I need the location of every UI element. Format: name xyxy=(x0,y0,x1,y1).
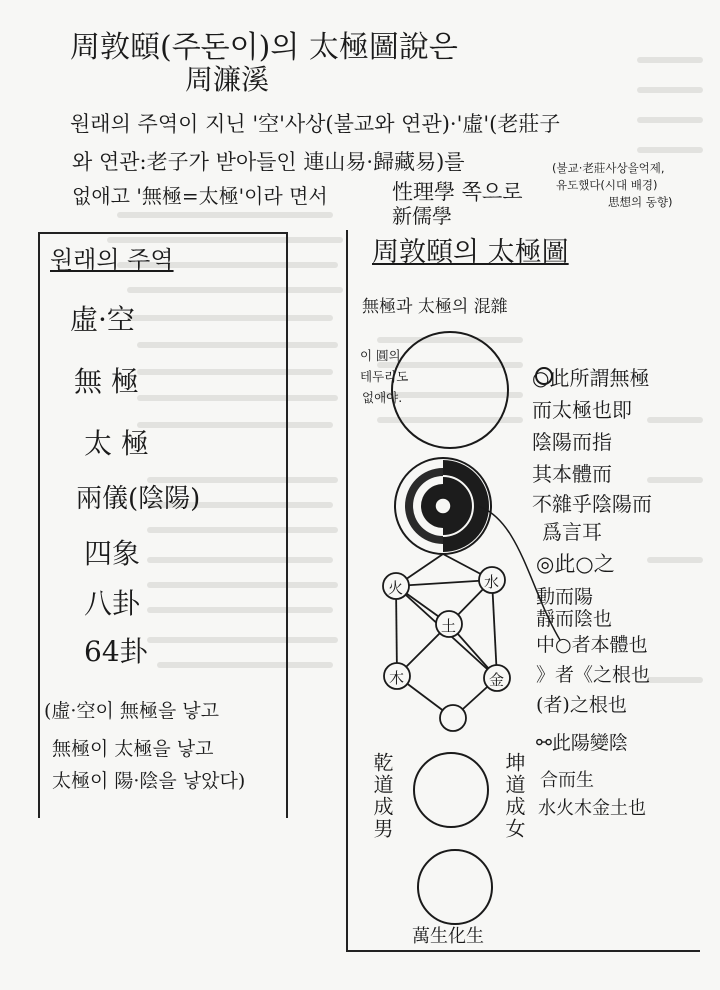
intro-line-2: 와 연관:老子가 받아들인 連山易·歸藏易)를 xyxy=(72,150,465,174)
qian-dao-label: 乾道成男 xyxy=(370,752,394,840)
explanation-line: 》者《之根也 xyxy=(536,664,651,686)
myriad-things-circle xyxy=(418,850,492,924)
bottom-label: 萬生化生 xyxy=(412,926,484,947)
cosmology-item: 八卦 xyxy=(84,587,141,620)
explanation-line: 不雜乎陰陽而 xyxy=(532,492,652,516)
explanation-line: ◎此○之 xyxy=(536,552,615,576)
intro-line-3a: 없애고 '無極=太極'이라 면서 xyxy=(72,184,328,208)
intro-line-4: 新儒學 xyxy=(392,204,452,228)
right-panel-subheading: 無極과 太極의 混雜 xyxy=(362,297,508,317)
wood-element-label: 木 xyxy=(389,669,405,687)
circle-note-3: 없애야. xyxy=(362,390,403,405)
explanation-line: 動而陽 xyxy=(536,586,594,608)
explanation-line: 陰陽而指 xyxy=(532,430,612,454)
kun-dao-label: 坤道成女 xyxy=(502,752,526,840)
explanation-line: 而太極也即 xyxy=(532,398,632,422)
cosmology-item: 太 極 xyxy=(84,427,149,460)
circle-note-2: 테두리도 xyxy=(360,369,409,384)
side-note-3: 思想의 동향) xyxy=(608,195,673,209)
right-panel-heading: 周敦頤의 太極圖 xyxy=(372,237,569,268)
explanation-line: 靜而陰也 xyxy=(536,608,613,630)
page-subtitle: 周濂溪 xyxy=(185,63,270,96)
side-note-2: 유도했다(시대 배경) xyxy=(556,178,658,192)
water-element-label: 水 xyxy=(484,573,500,591)
yin-yang-circle xyxy=(395,458,491,554)
side-note-1: (불교·老莊사상을억제, xyxy=(552,161,665,175)
cosmology-item: 虛·空 xyxy=(70,303,135,336)
intro-line-3b: 性理學 쪽으로 xyxy=(392,180,523,204)
cosmology-item: 四象 xyxy=(84,537,141,570)
cosmology-item: 兩儀(陰陽) xyxy=(76,484,201,514)
metal-element-label: 金 xyxy=(489,671,505,689)
explanation-line: 水火木金土也 xyxy=(538,798,646,819)
fire-element-label: 火 xyxy=(388,579,404,597)
wuji-circle xyxy=(392,332,508,448)
qian-kun-circle xyxy=(414,753,488,827)
earth-element-label: 土 xyxy=(441,617,457,635)
cosmology-item: 無 極 xyxy=(74,365,139,398)
explanation-line: 其本體而 xyxy=(532,462,612,486)
circle-note-1: 이 圓의 xyxy=(360,348,401,363)
page-title: 周敦頤(주돈이)의 太極圖說은 xyxy=(70,30,458,65)
left-note-line-3: 太極이 陽·陰을 낳았다) xyxy=(52,770,246,792)
explanation-line: ⚯此陽變陰 xyxy=(536,732,628,754)
left-note-line-2: 無極이 太極을 낳고 xyxy=(52,738,214,760)
left-note-line-1: (虛·空이 無極을 낳고 xyxy=(44,700,219,722)
explanation-line: 中○者本體也 xyxy=(536,634,648,656)
explanation-line: 合而生 xyxy=(540,770,594,791)
left-panel-heading: 원래의 주역 xyxy=(50,246,174,274)
explanation-line: 爲言耳 xyxy=(542,520,602,544)
explanation-line: (者)之根也 xyxy=(536,694,627,716)
cosmology-item: 64卦 xyxy=(84,635,148,668)
intro-line-1: 원래의 주역이 지닌 '空'사상(불교와 연관)·'虛'(老莊子 xyxy=(70,112,561,136)
explanation-line: ○此所謂無極 xyxy=(532,366,650,390)
